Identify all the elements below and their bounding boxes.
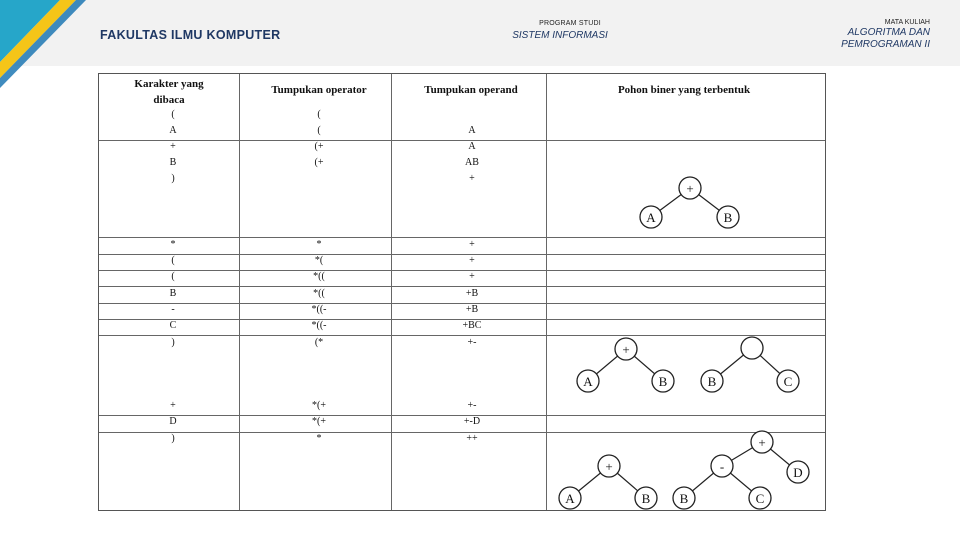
tree3b-right-label: D (793, 465, 803, 480)
cell-operator: * (316, 239, 322, 250)
cell-char: ( (171, 109, 175, 120)
cell-operand: ++ (466, 433, 478, 444)
cell-operand: +BC (462, 320, 482, 331)
tree3b-root-label: + (758, 435, 766, 450)
tree3b-leftleft-label: B (679, 491, 689, 506)
cell-operator: *(( (313, 288, 325, 299)
cell-operator: ( (317, 125, 321, 136)
tree3b-leftright-label: C (755, 491, 765, 506)
course-label: MATA KULIAH (884, 19, 930, 26)
cell-operator: *((- (311, 304, 327, 315)
cell-operator: (+ (314, 157, 324, 168)
cell-operator: *(+ (312, 416, 326, 427)
cell-operand: + (469, 239, 475, 250)
cell-char: * (170, 239, 176, 250)
cell-char: + (170, 141, 176, 152)
tree1-root-label: + (686, 181, 694, 196)
header-tumpukan-operator: Tumpukan operator (271, 84, 367, 96)
cell-char: - (171, 304, 175, 315)
cell-operand: + (469, 271, 475, 282)
cell-operator: *(+ (312, 400, 326, 411)
tree3a-root-label: + (605, 459, 613, 474)
tree3a-left-label: A (565, 491, 575, 506)
course-value-line1: ALGORITMA DAN (847, 27, 930, 38)
cell-operator: *(( (313, 271, 325, 282)
cell-char: C (169, 320, 177, 331)
tree2a-right-label: B (658, 374, 668, 389)
cell-char: ( (171, 271, 175, 282)
cell-operand: A (468, 125, 476, 136)
faculty-title: FAKULTAS ILMU KOMPUTER (100, 28, 281, 42)
tree2a-left-label: A (583, 374, 593, 389)
cell-operand: + (469, 255, 475, 266)
tree3b-mid-label: - (719, 459, 725, 474)
tree2a-root-label: + (622, 342, 630, 357)
cell-operand: +B (465, 288, 479, 299)
header-karakter: Karakter yang dibaca (134, 78, 204, 106)
cell-operand: A (468, 141, 476, 152)
cell-operand: +- (467, 400, 477, 411)
cell-char: D (169, 416, 177, 427)
tree2b-right-label: C (783, 374, 793, 389)
cell-char: A (169, 125, 177, 136)
cell-char: + (170, 400, 176, 411)
cell-char: ( (171, 255, 175, 266)
tree1-right-label: B (723, 210, 733, 225)
cell-operand: +B (465, 304, 479, 315)
cell-operand: + (469, 173, 475, 184)
cell-operator: *((- (311, 320, 327, 331)
cell-operand: +- (467, 337, 477, 348)
course-value-line2: PEMROGRAMAN II (841, 39, 930, 50)
cell-char: B (169, 288, 177, 299)
cell-operator: (+ (314, 141, 324, 152)
cell-operand: +-D (463, 416, 481, 427)
tree2b-left-label: B (707, 374, 717, 389)
cell-char: ) (171, 337, 175, 348)
cell-operator: ( (317, 109, 321, 120)
cell-operator: *( (314, 255, 324, 266)
cell-char: ) (171, 173, 175, 184)
cell-char: ) (171, 433, 175, 444)
header-tumpukan-operand: Tumpukan operand (424, 84, 518, 96)
header-pohon-biner: Pohon biner yang terbentuk (617, 84, 751, 96)
tree1-left-label: A (646, 210, 656, 225)
tree3a-right-label: B (641, 491, 651, 506)
cell-operand: AB (465, 157, 479, 168)
program-label: PROGRAM STUDI (539, 20, 601, 27)
cell-char: B (169, 157, 177, 168)
cell-operator: * (316, 433, 322, 444)
tree2b-root-node (741, 337, 763, 359)
cell-operator: (* (314, 337, 324, 348)
program-value: SISTEM INFORMASI (512, 30, 608, 41)
